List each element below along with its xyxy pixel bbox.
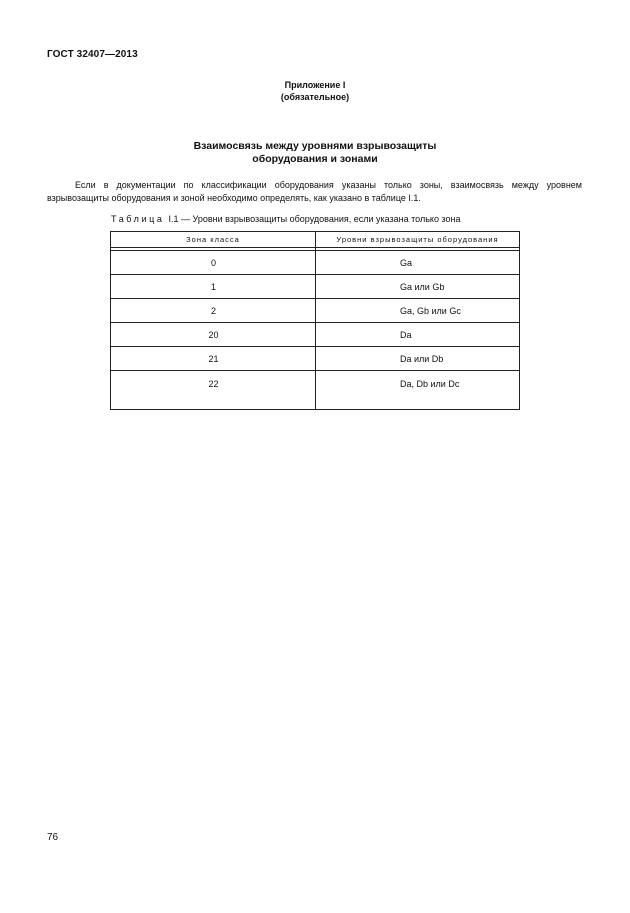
level-cell: Ga xyxy=(316,251,520,275)
table-row xyxy=(111,323,520,347)
level-cell: Da или Db xyxy=(316,347,520,371)
header-protection-levels: Уровни взрывозащиты оборудования xyxy=(316,232,520,248)
zones-table xyxy=(110,231,520,410)
annex-title: Приложение I xyxy=(284,80,346,90)
table-row xyxy=(111,371,520,410)
document-code: ГОСТ 32407—2013 xyxy=(47,49,138,60)
annex-status: (обязательное) xyxy=(280,92,350,102)
table-row xyxy=(111,347,520,371)
zone-cell: 20 xyxy=(111,323,316,347)
zone-cell: 2 xyxy=(111,299,316,323)
table-row xyxy=(111,299,520,323)
zone-cell: 0 xyxy=(111,251,316,275)
section-title-line-2: оборудования и зонами xyxy=(252,153,378,165)
table-row xyxy=(111,251,520,275)
level-cell: Da xyxy=(316,323,520,347)
section-title-line-1: Взаимосвязь между уровнями взрывозащиты xyxy=(193,140,437,152)
page-number: 76 xyxy=(47,832,59,843)
level-cell: Da, Db или Dc xyxy=(316,371,520,410)
table-caption-text: I.1 — Уровни взрывозащиты оборудования, если указана только зона xyxy=(168,214,461,224)
level-cell: Ga, Gb или Gc xyxy=(316,299,520,323)
table-caption xyxy=(111,214,460,224)
table-header-row xyxy=(111,232,520,248)
zone-cell: 22 xyxy=(111,371,316,410)
table-caption-label: Таблица xyxy=(111,214,165,224)
table-row xyxy=(111,275,520,299)
level-cell: Ga или Gb xyxy=(316,275,520,299)
header-zone-class: Зона класса xyxy=(111,232,316,248)
zone-cell: 21 xyxy=(111,347,316,371)
body-paragraph: Если в документации по классификации оборудования указаны только зоны, взаимосвязь между уровнем взрывозащиты оборудования и зоной необходимо определять, как указано в таблице I.1. xyxy=(47,180,582,203)
zone-cell: 1 xyxy=(111,275,316,299)
